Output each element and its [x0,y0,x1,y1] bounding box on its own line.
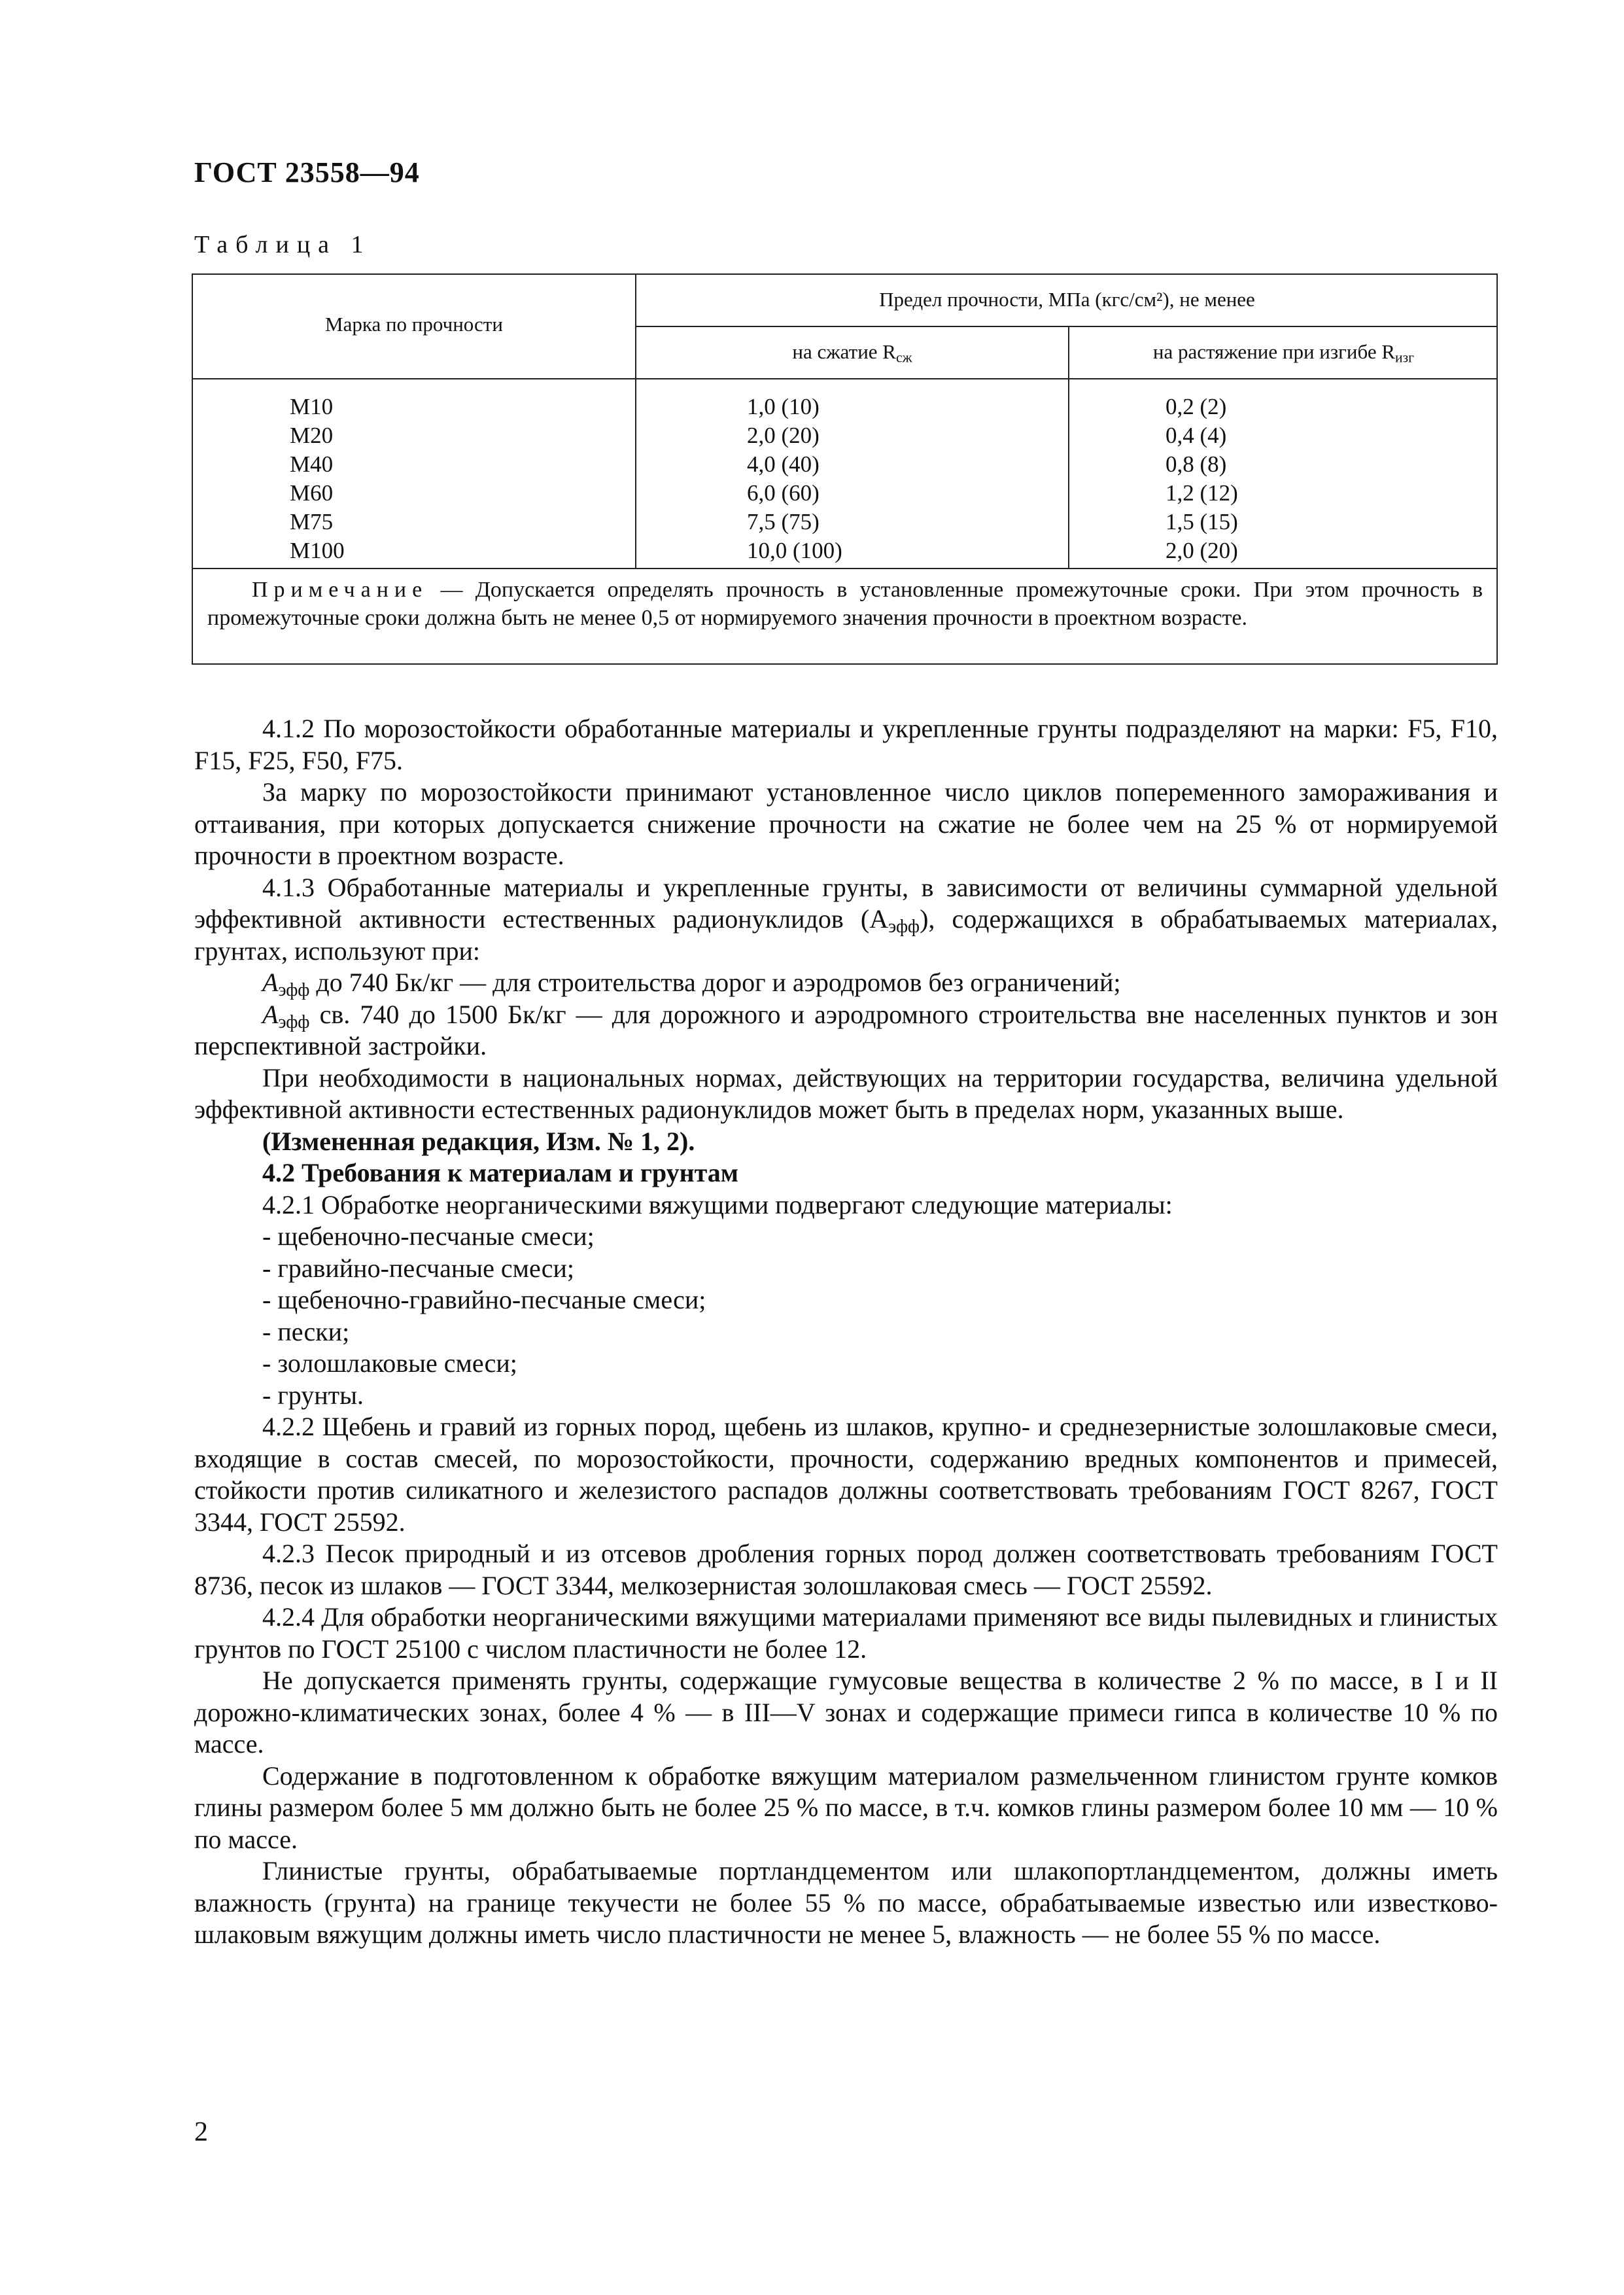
table-divider-note [193,568,1498,569]
table-cell-compression: 6,0 (60) [747,480,820,506]
table-note-label: Примечание [252,578,428,602]
table-cell-bending: 0,2 (2) [1166,394,1227,419]
table-cell-grade: М10 [290,394,334,419]
section-heading-4-2: 4.2 Требования к материалам и грунтам [262,1158,739,1187]
a-eff-symbol: A [262,999,279,1029]
paragraph-4-1-3 [194,872,1498,968]
a-eff-subscript: эфф [888,917,920,937]
paragraph-4-2-2: 4.2.2 Щебень и гравий из горных пород, щебень из шлаков, крупно- и среднезернистые золошлаковые смеси, входящие в состав смесей, по морозостойкости, прочности, содержанию вредных компонентов и примесей, стойкости против силикатного и железистого распадов должны соответствовать требованиям ГОСТ 8267, ГОСТ 3344, ГОСТ 25592. [194,1412,1498,1537]
column-bending [1166,393,1238,565]
aeff-limit-2-text: св. 740 до 1500 Бк/кг — для дорожного и аэродромного строительства вне населенных пунктов и зон перспективной застройки. [194,999,1498,1060]
table-divider-body-v1 [635,378,636,568]
header-bending-text: на растяжение при изгибе R [1152,340,1395,363]
table-cell-bending: 0,4 (4) [1166,423,1227,448]
a-eff-subscript: эфф [278,980,310,1000]
table-cell-bending: 1,2 (12) [1166,480,1238,506]
paragraph-4-1-3-part-b: ), содержащихся в обрабатываемых материалах, грунтах, используют при: [194,904,1498,966]
header-compression-text: на сжатие R [792,340,896,363]
document-number-header: ГОСТ 23558—94 [194,156,420,188]
paragraph-humus: Не допускается применять грунты, содержащие гумусовые вещества в количестве 2 % по массе, в I и II дорожно-климатических зонах, более 4 % — в III—V зонах и содержащие примеси гипса в количестве 10 % по массе. [194,1666,1498,1759]
paragraph-4-1-3-part-a: 4.1.3 Обработанные материалы и укрепленные грунты, в зависимости от величины суммарной удельной эффективной активности естественных радионуклидов (A [194,872,1498,934]
list-item-material: - грунты. [262,1380,364,1410]
header-bending [1069,340,1498,364]
column-grades [290,393,345,565]
table-cell-compression: 10,0 (100) [747,538,842,563]
table-cell-bending: 2,0 (20) [1166,538,1238,563]
table-cell-grade: М20 [290,423,334,448]
amended-note: (Измененная редакция, Изм. № 1, 2). [262,1126,695,1156]
table-cell-compression: 1,0 (10) [747,394,820,419]
paragraph-4-2-1: 4.2.1 Обработке неорганическими вяжущими подвергают следующие материалы: [262,1189,1173,1219]
list-item-material: - гравийно-песчаные смеси; [262,1253,575,1283]
table-divider-body-v2 [1068,378,1069,568]
table-cell-compression: 2,0 (20) [747,423,820,448]
header-strength-grade: Марка по прочности [325,313,503,336]
column-compression [747,393,842,565]
table-cell-bending: 0,8 (8) [1166,451,1227,477]
paragraph-national-norms: При необходимости в национальных нормах, действующих на территории государства, величина удельной эффективной активности естественных радионуклидов может быть в пределах норм, указанных выше. [194,1062,1498,1124]
strength-table [192,273,1498,665]
header-compression [636,340,1068,364]
list-item-material: - пески; [262,1316,350,1346]
table-cell-grade: М40 [290,451,334,477]
list-item-material: - щебеночно-песчаные смеси; [262,1221,595,1251]
table-divider-header-bottom [193,378,1498,379]
page-number: 2 [194,2117,208,2147]
list-item-material: - щебеночно-гравийно-песчаные смеси; [262,1285,706,1314]
table-cell-grade: М60 [290,480,334,506]
paragraph-frost-grade: За марку по морозостойкости принимают установленное число циклов попеременного замораживания и оттаивания, при которых допускается снижение прочности на сжатие не более чем на 25 % от нормируемой прочности в проектном возрасте. [194,777,1498,870]
header-strength-limit: Предел прочности, МПа (кгс/см²), не менее [879,288,1255,311]
table-divider-header-sub [635,326,1498,327]
paragraph-aeff-limit-2 [194,999,1498,1062]
table-cell-compression: 4,0 (40) [747,451,820,477]
header-compression-subscript: сж [895,349,912,366]
table-cell-grade: М75 [290,509,334,534]
aeff-limit-1-text: до 740 Бк/кг — для строительства дорог и аэродромов без ограничений; [309,968,1121,997]
paragraph-aeff-limit-1 [194,967,1498,999]
table-caption: Таблица 1 [194,231,371,258]
table-cell-grade: М100 [290,538,345,563]
table-cell-bending: 1,5 (15) [1166,509,1238,534]
paragraph-4-2-3: 4.2.3 Песок природный и из отсевов дробления горных пород должен соответствовать требованиям ГОСТ 8736, песок из шлаков — ГОСТ 3344, мелкозернистая золошлаковая смесь — ГОСТ 25592. [194,1539,1498,1600]
table-note [207,576,1483,632]
table-cell-compression: 7,5 (75) [747,509,820,534]
paragraph-clay-soils: Глинистые грунты, обрабатываемые портландцементом или шлакопортландцементом, должны иметь влажность (грунта) на границе текучести не более 55 % по массе, обрабатываемые известью или известково-шлаковым вяжущим должны иметь число пластичности не менее 5, влажность — не более 55 % по массе. [194,1856,1498,1949]
header-bending-subscript: изг [1395,349,1415,366]
a-eff-symbol: A [262,968,279,997]
paragraph-clay-lumps: Содержание в подготовленном к обработке вяжущим материалом размельченном глинистом грунте комков глины размером более 5 мм должно быть не более 25 % по массе, в т.ч. комков глины размером более 10 мм — 10 % по массе. [194,1761,1498,1854]
table-note-text: — Допускается определять прочность в установленные промежуточные сроки. При этом прочность в промежуточные сроки должна быть не менее 0,5 от нормируемого значения прочности в проектном возрасте. [207,578,1483,630]
document-body [194,713,1498,1951]
list-item-material: - золошлаковые смеси; [262,1348,517,1378]
a-eff-subscript: эфф [278,1011,310,1032]
paragraph-4-1-2: 4.1.2 По морозостойкости обработанные материалы и укрепленные грунты подразделяют на марки: F5, F10, F15, F25, F50, F75. [194,714,1498,775]
paragraph-4-2-4: 4.2.4 Для обработки неорганическими вяжущими материалами применяют все виды пылевидных и глинистых грунтов по ГОСТ 25100 с числом пластичности не более 12. [194,1602,1498,1664]
